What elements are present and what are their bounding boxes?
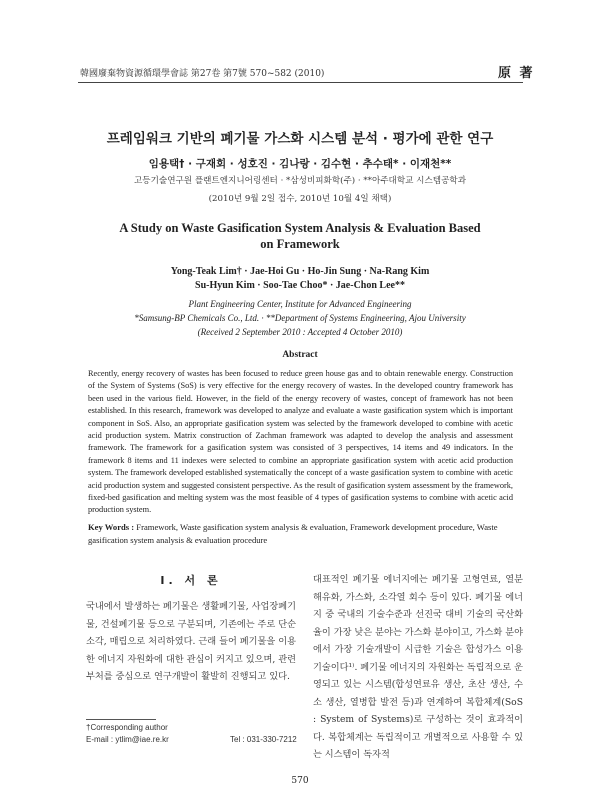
korean-authors: 임용택† · 구재회 · 성호진 · 김나랑 · 김수현 · 추수태* · 이재천**	[148, 158, 452, 170]
english-affil-line2: *Samsung-BP Chemicals Co., Ltd. · **Department of Systems Engineering, Ajou University	[134, 313, 466, 323]
intro-right-column: 대표적인 폐기물 에너지에는 폐기물 고형연료, 열분해유화, 가스화, 소각열 회수 등이 있다. 폐기물 에너지 중 국내의 기술수준과 선진국 대비 기술의 국산화율이 가장 낮은 분야는 가스화 분야이고, 가스화 분야에서 가장 기술개발이 시급한 기술은 합성가스 이용기술이다¹⁾. 폐기물 에너지의 자원화는 독립적으로 운영되고 있는 시스템(합성연료유 생산, 초산 생산, 수소 생산, 열병합 발전 등)과 연계하여 복합체계(SoS : System of Systems)로 구성하는 것이 효과적이다. 복합체계는 독립적이고 개별적으로 사용할 수 있는 시스템이 독자적	[313, 574, 523, 760]
footnote-divider	[86, 719, 156, 720]
english-title-line2: on Framework	[260, 237, 340, 251]
korean-title: 프레임워크 기반의 폐기물 가스화 시스템 분석 · 평가에 관한 연구	[106, 131, 494, 147]
corresponding-email: E-mail : ytlim@iae.re.kr	[86, 735, 169, 744]
english-title	[100, 220, 500, 252]
english-affil-line3: (Received 2 September 2010 : Accepted 4 October 2010)	[197, 327, 403, 337]
korean-affiliation: 고등기술연구원 플랜트엔지니어링센터 · *삼성비피화학(주) · **아주대학교 시스템공학과	[133, 176, 466, 186]
abstract-text: Recently, energy recovery of wastes has been focused to reduce green house gas and to obtain renewable energy. Construction of the System of Systems (SoS) is very effective for the energy recovery of wastes. In the developed country framework has been used in the various field. However, in the field of the energy recovery of wastes, concept of framework has not been established. In this research, framework was developed to analyze and evaluate a waste gasification system which is important component in SoS. Also, an appropriate gasification system was selected by the framework developed to combine with acetic acid production system. Matrix construction of Zachman framework was adapted to develop the analysis and assessment framework. The framework for a gasification system was consisted of 3 perspectives, 14 items and 49 indicators. In the framework 8 items and 11 indexes were selected to combine an appropriate gasification system with acetic acid production system. The framework developed established systematically the concept of a waste gasification system to combine with acetic acid production system and suggested consistent perspective. As the result of gasification system assessment by the framework, fixed-bed gasification and melting system was the most feasible of 4 types of gasification systems to combine with acetic acid production system.	[88, 369, 513, 515]
corresponding-tel: Tel : 031-330-7212	[230, 735, 297, 744]
english-affil-line1: Plant Engineering Center, Institute for Advanced Engineering	[188, 299, 412, 309]
header-divider	[78, 82, 523, 83]
english-authors-line2: Su-Hyun Kim · Soo-Tae Choo* · Jae-Chon Lee**	[195, 280, 405, 291]
keywords	[88, 521, 513, 547]
english-authors-line1: Yong-Teak Lim† · Jae-Hoi Gu · Ho-Jin Sung · Na-Rang Kim	[170, 266, 430, 277]
english-authors	[100, 265, 500, 293]
abstract-heading: Abstract	[282, 350, 318, 360]
korean-dates: (2010년 9월 2일 접수, 2010년 10월 4일 채택)	[208, 194, 392, 204]
keywords-label: Key Words :	[88, 522, 135, 532]
keywords-text: Framework, Waste gasification system analysis & evaluation, Framework development procedure, Waste gasification system analysis & evaluation procedure	[88, 522, 498, 545]
english-affiliation	[0, 297, 600, 339]
section-heading-introduction: I. 서 론	[160, 574, 222, 587]
intro-left-column: 국내에서 발생하는 폐기물은 생활폐기물, 사업장폐기물, 건설폐기물 등으로 구분되며, 기존에는 주로 단순 소각, 매립으로 처리하였다. 근래 들어 폐기물을 이용한 에너지 자원화에 대한 관심이 커지고 있으며, 관련 부처를 중심으로 연구개발이 활발히 진행되고 있다.	[86, 601, 296, 682]
journal-header: 韓國廢棄物資源循環學會誌 第27卷 第7號 570~582 (2010)	[80, 69, 325, 79]
english-title-line1: A Study on Waste Gasification System Analysis & Evaluation Based	[119, 221, 481, 235]
corresponding-author-note: †Corresponding author	[86, 723, 168, 732]
article-type-badge: 原 著	[498, 66, 535, 81]
page-number: 570	[291, 776, 309, 786]
